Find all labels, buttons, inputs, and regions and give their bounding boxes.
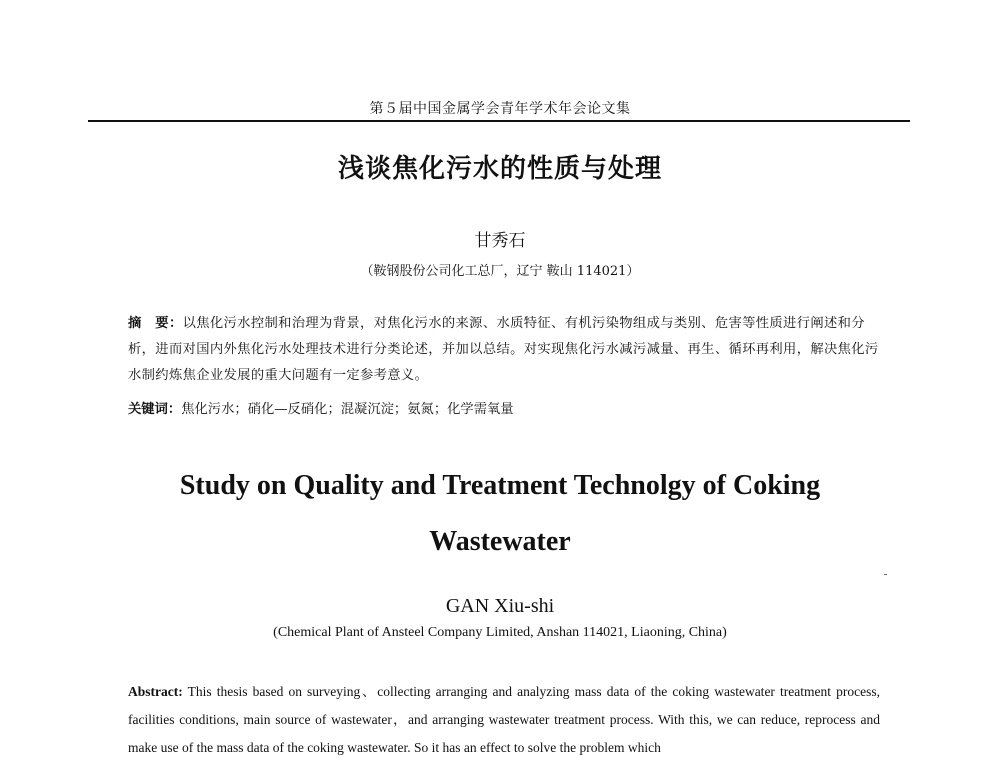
chinese-keywords-label: 关键词： bbox=[128, 402, 182, 417]
chinese-abstract-label: 摘 要： bbox=[128, 316, 183, 331]
english-author: GAN Xiu-shi bbox=[445, 595, 555, 617]
english-abstract-text: This thesis based on surveying、collecting arranging and analyzing mass data of the coking wastewater treatment process, facilities conditions, main source of wastewater，and arranging wastewater treatment process. With this, we can reduce, reprocess and make use of the mass data of the coking wastewater. So it has an effect to solve the problem which bbox=[128, 684, 880, 755]
scan-speck bbox=[884, 574, 887, 575]
running-header: 第５届中国金属学会青年学术年会论文集 bbox=[369, 101, 631, 117]
english-abstract bbox=[128, 678, 880, 760]
english-title-line-1: Study on Quality and Treatment Technolgy of Coking bbox=[179, 470, 821, 501]
chinese-author: 甘秀石 bbox=[474, 231, 526, 251]
english-title-line-2: Wastewater bbox=[429, 526, 571, 557]
chinese-affiliation: （鞍钢股份公司化工总厂，辽宁 鞍山 114021） bbox=[360, 264, 640, 279]
english-title bbox=[80, 458, 920, 570]
chinese-title: 浅谈焦化污水的性质与处理 bbox=[337, 154, 662, 184]
english-affiliation: (Chemical Plant of Ansteel Company Limited, Anshan 114021, Liaoning, China) bbox=[273, 625, 727, 640]
chinese-keywords-text: 焦化污水；硝化—反硝化；混凝沉淀；氨氮；化学需氧量 bbox=[181, 402, 514, 417]
chinese-abstract-text: 以焦化污水控制和治理为背景，对焦化污水的来源、水质特征、有机污染物组成与类别、危害等性质进行阐述和分析，进而对国内外焦化污水处理技术进行分类论述，并加以总结。对实现焦化污水减污减量、再生、循环再利用，解决焦化污水制约炼焦企业发展的重大问题有一定参考意义。 bbox=[128, 316, 879, 383]
header-rule bbox=[88, 120, 910, 122]
chinese-abstract bbox=[128, 311, 880, 389]
chinese-keywords bbox=[128, 400, 880, 420]
english-abstract-label: Abstract: bbox=[128, 684, 183, 699]
